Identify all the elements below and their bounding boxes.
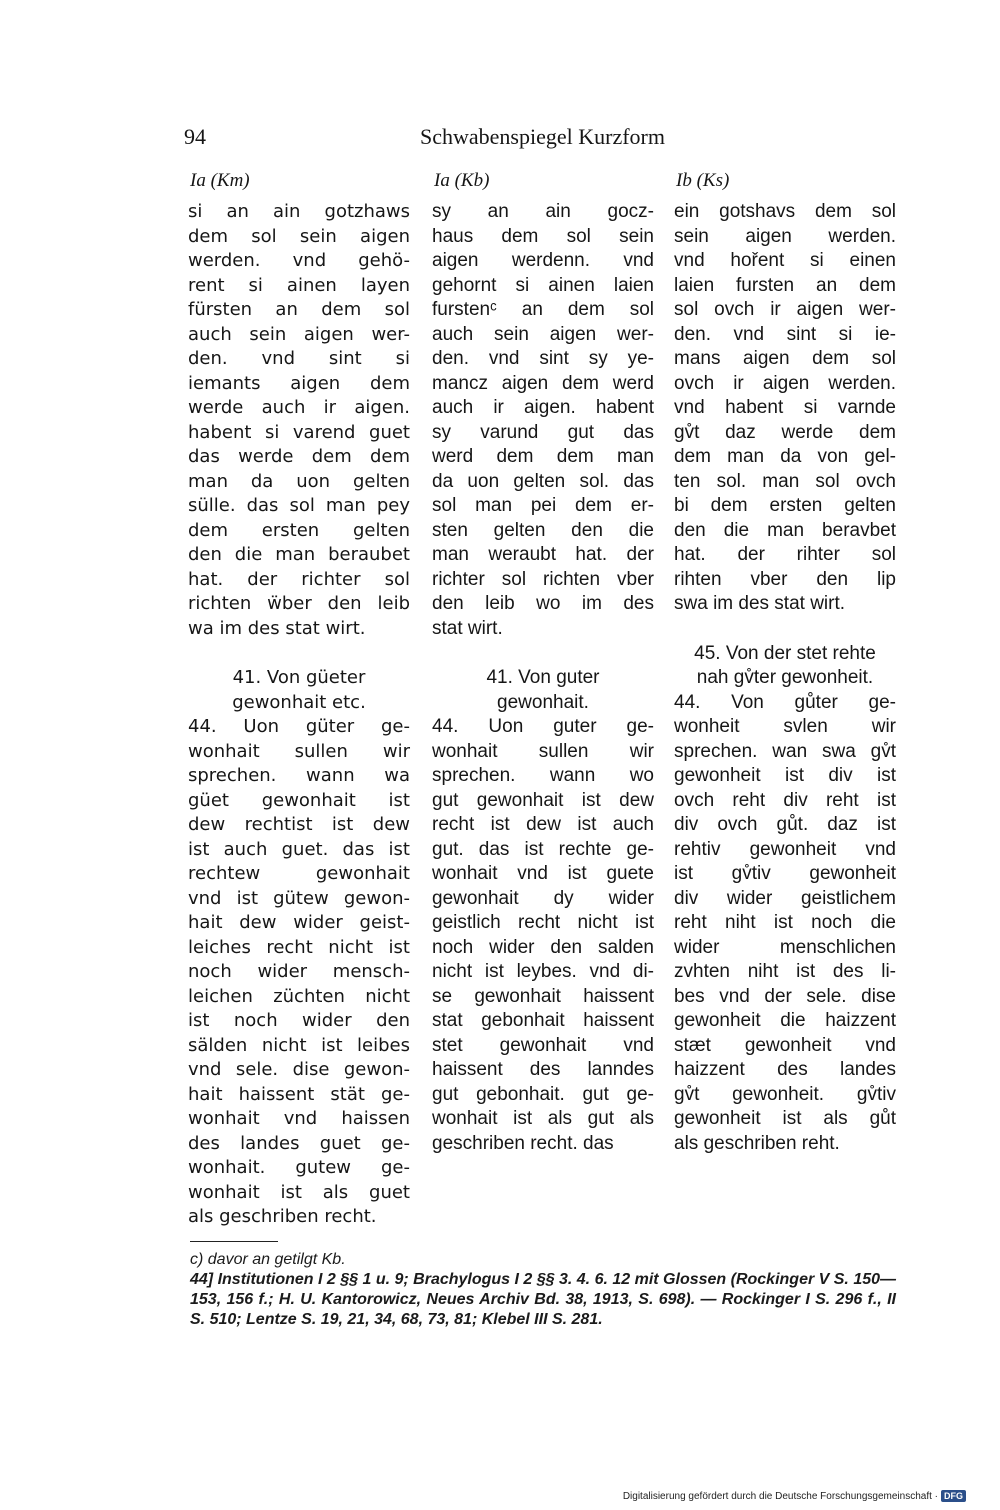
column-text-top (188, 200, 410, 641)
text-line: des landes guet ge- (188, 1132, 410, 1154)
text-line: das werde dem dem (188, 446, 410, 467)
column-label: Ia (Km) (190, 170, 250, 191)
text-line: gv̊t daz werde dem (674, 421, 896, 443)
footnote-divider (190, 1241, 278, 1242)
text-line: man da uon gelten (188, 470, 410, 492)
text-line: vnd habent si varnde (674, 397, 896, 418)
dfg-logo-icon: DFG (941, 1490, 966, 1502)
text-line: wonheit svlen wir (674, 716, 896, 737)
text-line: den. vnd sint sy ye- (432, 348, 654, 369)
text-line: sy an ain gocz- (432, 201, 654, 222)
text-line: haissent des lanndes (432, 1059, 654, 1080)
text-line: sprechen. wann wo (432, 765, 654, 786)
text-line: stat wirt. (432, 617, 503, 639)
text-line: den leib wo im des (432, 593, 654, 614)
text-line: reht niht ist noch die (674, 912, 896, 933)
text-line: da uon gelten sol. das (432, 470, 654, 492)
text-line: dem ersten gelten (188, 519, 410, 541)
text-line: wonhait sullen wir (188, 740, 410, 762)
text-line: gewonheit ist als gůt (674, 1108, 896, 1129)
text-line: sein aigen werden. (674, 225, 896, 247)
text-line: ten sol. man sol ovch (674, 470, 896, 492)
text-line: gewonheit die haizzent (674, 1010, 896, 1031)
text-line: sprechen. wan swa gv̊t (674, 740, 896, 762)
text-line: vnd hořent si einen (674, 250, 896, 271)
credit-text: Digitalisierung gefördert durch die Deutsche Forschungsgemeinschaft · (622, 1490, 938, 1502)
column-ia-kb (432, 170, 654, 1156)
text-line: rechtew gewonhait (188, 863, 410, 884)
column-ia-km (188, 170, 410, 1230)
text-line: si an ain gotzhaws (188, 201, 410, 222)
text-line: 44. Uon güter ge- (188, 716, 410, 737)
text-line: wonhait sullen wir (432, 740, 654, 762)
text-line: 41. Von guter (486, 667, 600, 688)
column-text-top (432, 200, 654, 641)
section-heading (674, 642, 896, 691)
text-line: gut gebonhait. gut ge- (432, 1083, 654, 1105)
text-line: auch sein aigen wer- (188, 323, 410, 345)
text-line: div wider geistlichem (674, 887, 896, 909)
text-line: 41. Von güeter (232, 667, 366, 688)
column-text-body (188, 715, 410, 1230)
text-line: auch ir aigen. habent (432, 397, 654, 418)
text-line: geistlich recht nicht ist (432, 912, 654, 933)
text-line: sten gelten den die (432, 519, 654, 541)
text-line: rehtiv gewonheit vnd (674, 838, 896, 860)
text-line: gewonhait etc. (232, 691, 366, 713)
text-line: div ovch gůt. daz ist (674, 814, 896, 835)
text-line: stat gebonhait haissent (432, 1010, 654, 1031)
text-line: ist gv̊tiv gewonheit (674, 863, 896, 884)
text-line: gewonhait. (497, 691, 589, 713)
page-number: 94 (184, 124, 206, 149)
section-heading (432, 666, 654, 715)
text-line: den. vnd sint si ie- (674, 323, 896, 345)
text-line: bes vnd der sele. dise (674, 985, 896, 1007)
text-line: leichen züchten nicht (188, 985, 410, 1007)
text-line: wider menschlichen (674, 936, 896, 958)
text-line: geschriben recht. das (432, 1132, 614, 1154)
column-text-body (674, 691, 896, 1157)
text-line: sälden nicht ist leibes (188, 1034, 410, 1056)
text-line: ovch reht div reht ist (674, 789, 896, 811)
footnote-c: c) davor an getilgt Kb. (190, 1251, 346, 1268)
text-line: stæt gewonheit vnd (674, 1034, 896, 1056)
text-line: sy varund gut das (432, 421, 654, 443)
text-line: zvhten niht ist des li- (674, 961, 896, 982)
column-text-top (674, 200, 896, 617)
footnote-44: 44] Institutionen I 2 §§ 1 u. 9; Brachylogus I 2 §§ 3. 4. 6. 12 mit Glossen (Rockinger V S. 150—153, 156 f.; H. U. Kantorowicz, Neues Archiv Bd. 38, 1913, S. 698). — Rockinger I S. 296 f., II S. 510; Lentze S. 19, 21, 34, 68, 73, 81; Klebel III S. 281. (190, 1271, 897, 1328)
text-line: nicht ist leybes. vnd di- (432, 961, 654, 982)
text-line: 44. Von gůter ge- (674, 691, 896, 713)
text-line: vnd ist gütew gewon- (188, 887, 410, 909)
text-line: ovch ir aigen werden. (674, 372, 896, 394)
text-line: ist auch guet. das ist (188, 838, 410, 860)
column-ib-ks (674, 170, 896, 1156)
text-line: noch wider mensch- (188, 961, 410, 982)
text-line: dem sol sein aigen (188, 225, 410, 247)
text-line: fürsten an dem sol (188, 299, 410, 320)
text-line: dem man da von gel- (674, 446, 896, 467)
text-line: wonhait vnd haissen (188, 1108, 410, 1129)
text-line: noch wider den salden (432, 936, 654, 958)
text-line: laien fursten an dem (674, 274, 896, 296)
text-line: hat. der richter sol (188, 568, 410, 590)
text-line: den. vnd sint si (188, 348, 410, 369)
text-line: iemants aigen dem (188, 372, 410, 394)
text-line: gewonheit ist div ist (674, 765, 896, 786)
running-title: Schwabenspiegel Kurzform (420, 124, 665, 149)
text-line: rent si ainen layen (188, 274, 410, 296)
text-line: richten ẅber den leib (188, 593, 410, 614)
text-line: auch sein aigen wer- (432, 323, 654, 345)
text-line: wonhait ist als gut als (432, 1108, 654, 1129)
text-line: recht ist dew ist auch (432, 814, 654, 835)
text-line: werden. vnd gehö- (188, 250, 410, 271)
text-line: werde auch ir aigen. (188, 397, 410, 418)
text-line: stet gewonhait vnd (432, 1034, 654, 1056)
text-line: nah gv̊ter gewonheit. (696, 667, 874, 688)
text-line: gewonhait dy wider (432, 887, 654, 909)
text-line: als geschriben reht. (674, 1132, 840, 1154)
text-line: hait dew wider geist- (188, 912, 410, 933)
column-label: Ia (Kb) (434, 170, 490, 191)
footnotes (190, 1250, 896, 1330)
text-line: haus dem sol sein (432, 225, 654, 247)
text-line: haizzent des landes (674, 1059, 896, 1080)
text-line: aigen werdenn. vnd (432, 250, 654, 271)
text-line: mans aigen dem sol (674, 348, 896, 369)
text-line: wonhait vnd ist guete (432, 863, 654, 884)
text-line: bi dem ersten gelten (674, 495, 896, 516)
text-line: wonhait ist als guet (188, 1181, 410, 1203)
text-line: hat. der rihter sol (674, 544, 896, 565)
text-line: vnd sele. dise gewon- (188, 1059, 410, 1080)
text-line: se gewonhait haissent (432, 985, 654, 1007)
text-line: habent si varend guet (188, 421, 410, 443)
text-line: den die man beraubet (188, 544, 410, 565)
text-line: dew rechtist ist dew (188, 814, 410, 835)
text-line: gehornt si ainen laien (432, 274, 654, 296)
text-line: 44. Uon guter ge- (432, 716, 654, 737)
text-line: sol man pei dem er- (432, 495, 654, 516)
text-line: sol ovch ir aigen wer- (674, 299, 896, 320)
text-line: ein gotshavs dem sol (674, 201, 896, 222)
section-heading (188, 666, 410, 715)
text-line: ist noch wider den (188, 1010, 410, 1031)
text-line: güet gewonhait ist (188, 789, 410, 811)
column-text-body (432, 715, 654, 1156)
text-line: hait haissent stät ge- (188, 1083, 410, 1105)
text-line: wonhait. gutew ge- (188, 1157, 410, 1178)
text-line: wa im des stat wirt. (188, 617, 366, 639)
text-line: rihten vber den lip (674, 568, 896, 590)
column-label: Ib (Ks) (676, 170, 730, 191)
text-line: gv̊t gewonheit. gv̊tiv (674, 1083, 896, 1105)
text-line: sprechen. wann wa (188, 765, 410, 786)
text-line: werd dem dem man (432, 446, 654, 467)
digitization-credit (623, 1490, 966, 1502)
text-line: furstenᶜ an dem sol (432, 299, 654, 320)
text-line: richter sol richten vber (432, 568, 654, 590)
text-line: den die man beravbet (674, 519, 896, 541)
text-line: gut. das ist rechte ge- (432, 838, 654, 860)
text-line: als geschriben recht. (188, 1206, 377, 1227)
text-line: sülle. das sol man pey (188, 495, 410, 516)
text-line: swa im des stat wirt. (674, 593, 846, 614)
text-line: leiches recht nicht ist (188, 936, 410, 958)
text-line: mancz aigen dem werd (432, 372, 654, 394)
text-line: gut gewonhait ist dew (432, 789, 654, 811)
text-line: man weraubt hat. der (432, 544, 654, 565)
text-line: 45. Von der stet rehte (694, 642, 876, 664)
